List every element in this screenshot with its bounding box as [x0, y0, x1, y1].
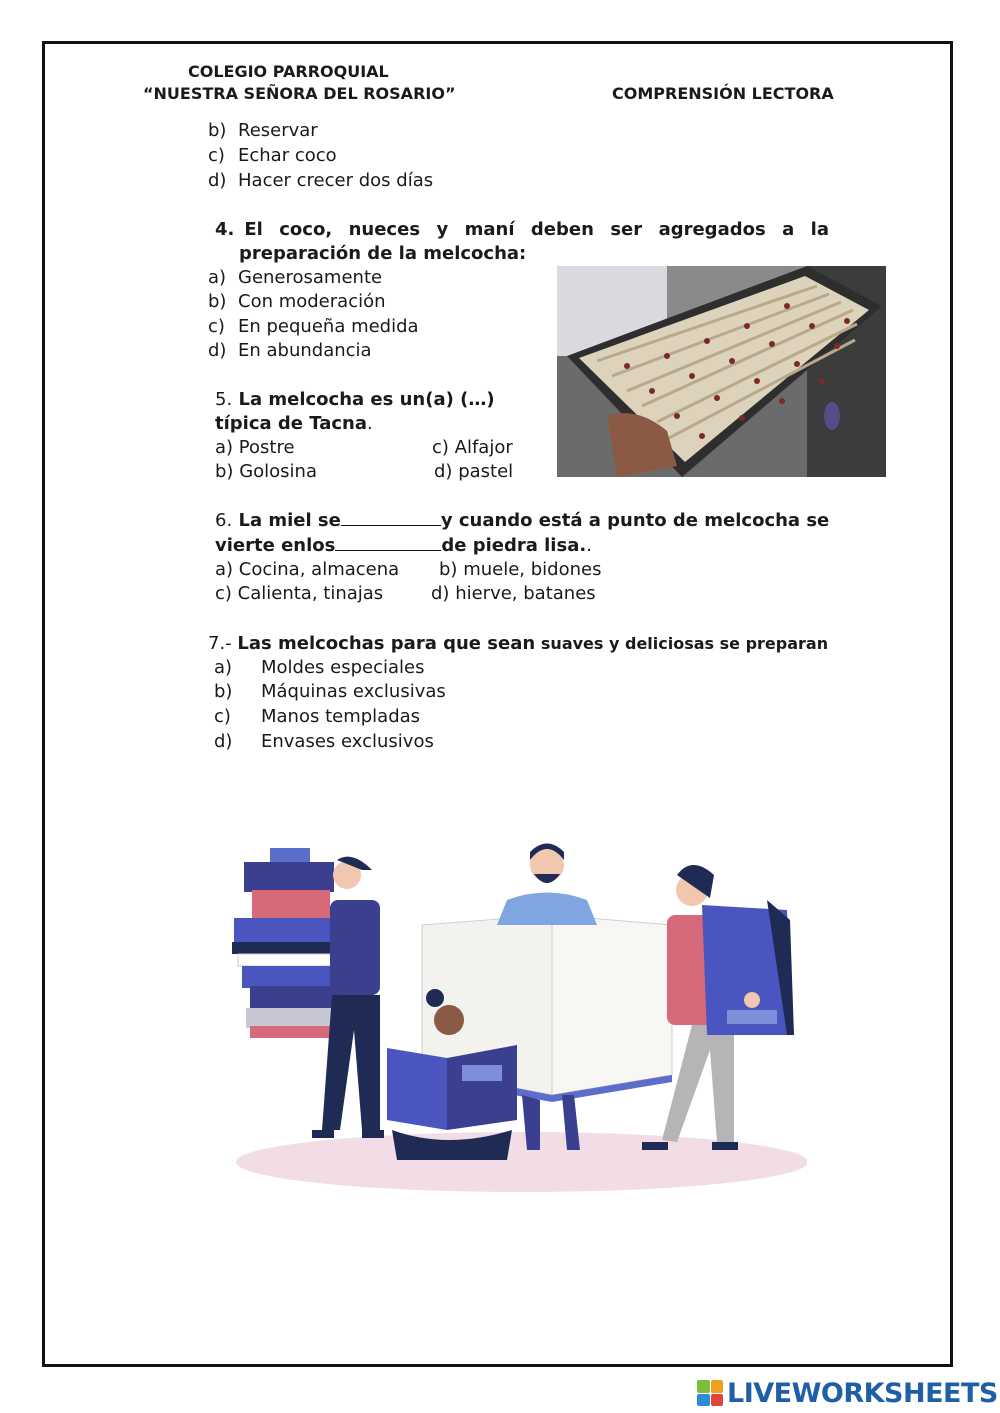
q7-option-b[interactable]: [214, 681, 446, 702]
q7-number: 7.-: [208, 633, 232, 654]
option-letter: b): [215, 461, 234, 482]
q6-question-line1: [215, 510, 829, 531]
q6-option-c[interactable]: [215, 583, 383, 604]
q4-option-b[interactable]: [208, 291, 386, 312]
q6-blank-1[interactable]: [341, 511, 441, 526]
q7-option-c[interactable]: [214, 706, 420, 727]
option-letter: c): [215, 583, 232, 604]
q6-option-d[interactable]: [431, 583, 596, 604]
q6-text-line1b: y cuando está a punto de melcocha se: [440, 510, 830, 531]
subject-title: COMPRENSIÓN LECTORA: [612, 84, 834, 103]
option-letter: b): [439, 559, 458, 580]
option-letter: a): [214, 657, 233, 678]
option-text: Postre: [238, 437, 295, 458]
q7-question: [208, 633, 828, 654]
q4-text-line1: El coco, nueces y maní deben ser agregados a la: [244, 219, 829, 240]
q3-option-c[interactable]: [208, 145, 337, 166]
option-text: pastel: [458, 461, 514, 482]
q6-text-line2a: vierte enlos: [215, 535, 336, 556]
q6-number: 6.: [215, 510, 233, 531]
q5-option-b[interactable]: [215, 461, 317, 482]
option-text: Generosamente: [238, 267, 383, 288]
q6-text-line1a: La miel se: [238, 510, 341, 531]
q5-text-line1: La melcocha es un(a) (…): [238, 389, 495, 410]
q6-blank-2[interactable]: [335, 536, 441, 551]
option-text: En pequeña medida: [238, 316, 419, 337]
option-letter: c): [208, 145, 225, 166]
q5-question-line1: [215, 389, 495, 410]
option-letter: d): [208, 170, 227, 191]
option-letter: d): [214, 731, 233, 752]
option-text: Alfajor: [454, 437, 513, 458]
q6-question-line2: [215, 535, 592, 556]
q7-option-d[interactable]: [214, 731, 434, 752]
option-text: Echar coco: [238, 145, 337, 166]
q6-option-b[interactable]: [439, 559, 601, 580]
option-letter: c): [432, 437, 449, 458]
option-text: Moldes especiales: [261, 657, 425, 678]
q4-option-a[interactable]: [208, 267, 382, 288]
option-text: Envases exclusivos: [261, 731, 434, 752]
option-text: En abundancia: [238, 340, 372, 361]
option-letter: d): [434, 461, 453, 482]
q5-line2-end: .: [367, 413, 373, 434]
liveworksheets-logo-icon: [697, 1380, 723, 1406]
q4-number: 4.: [215, 219, 235, 240]
option-text: Manos templadas: [261, 706, 421, 727]
option-text: Reservar: [238, 120, 318, 141]
q4-option-c[interactable]: [208, 316, 419, 337]
option-text: Con moderación: [238, 291, 386, 312]
option-text: Máquinas exclusivas: [261, 681, 446, 702]
q5-option-a[interactable]: [215, 437, 295, 458]
q5-option-d[interactable]: [434, 461, 513, 482]
option-text: Golosina: [239, 461, 317, 482]
q7-text-a: Las melcochas para que sean: [237, 633, 536, 654]
liveworksheets-logo: [697, 1376, 998, 1410]
q3-option-b[interactable]: [208, 120, 318, 141]
q5-option-c[interactable]: [432, 437, 513, 458]
option-letter: b): [208, 291, 227, 312]
people-reading-illustration: [222, 830, 807, 1200]
q7-option-a[interactable]: [214, 657, 424, 678]
q4-option-d[interactable]: [208, 340, 372, 361]
option-letter: a): [215, 559, 234, 580]
q6-option-a[interactable]: [215, 559, 399, 580]
option-text: Calienta, tinajas: [237, 583, 384, 604]
q6-text-line2b: de piedra lisa.: [441, 535, 587, 556]
q5-question-line2: [215, 413, 373, 434]
option-text: muele, bidones: [463, 559, 602, 580]
school-name-line2: “NUESTRA SEÑORA DEL ROSARIO”: [143, 84, 456, 103]
q6-line2-end: .: [586, 535, 592, 556]
melcocha-tray-photo: [557, 266, 886, 477]
liveworksheets-logo-text: LIVEWORKSHEETS: [727, 1377, 998, 1409]
q3-option-d[interactable]: [208, 170, 433, 191]
option-letter: c): [214, 706, 231, 727]
school-name-line1: COLEGIO PARROQUIAL: [188, 62, 389, 81]
option-letter: a): [215, 437, 234, 458]
option-letter: c): [208, 316, 225, 337]
option-letter: b): [208, 120, 227, 141]
q4-question-line1: [215, 219, 829, 240]
option-text: Hacer crecer dos días: [238, 170, 434, 191]
option-text: Cocina, almacena: [238, 559, 400, 580]
option-text: hierve, batanes: [455, 583, 596, 604]
q5-number: 5.: [215, 389, 233, 410]
q4-text-line2: preparación de la melcocha:: [239, 243, 527, 264]
q5-text-line2: típica de Tacna: [215, 413, 368, 434]
option-letter: a): [208, 267, 227, 288]
option-letter: d): [208, 340, 227, 361]
option-letter: d): [431, 583, 450, 604]
option-letter: b): [214, 681, 233, 702]
q7-text-b: suaves y deliciosas se preparan: [540, 634, 829, 653]
